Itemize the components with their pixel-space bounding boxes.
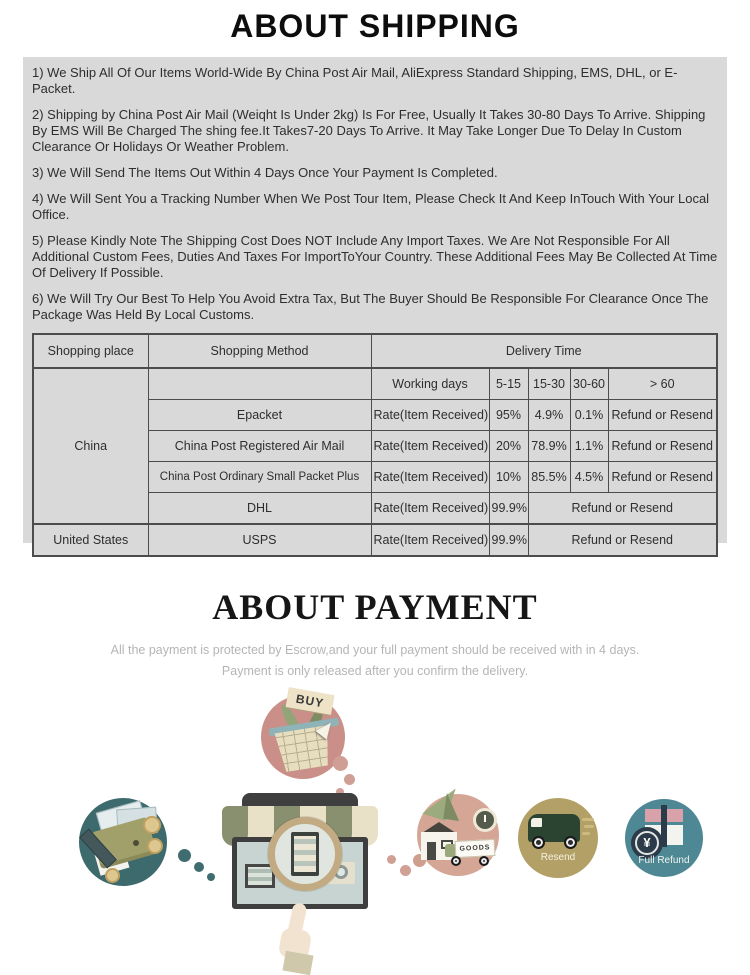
shipping-paragraph-1: 1) We Ship All Of Our Items World-Wide By China Post Air Mail, AliExpress Standard Shipping, EMS, DHL, or E-Packet. [32,65,678,96]
van-wheel [532,836,545,849]
cell-place-china: China [33,368,148,524]
cell-rate-3: 1.1% [570,431,608,462]
cell-result: Refund or Resend [608,400,717,431]
cell-rate-3: 0.1% [570,400,608,431]
cell-rate-label: Rate(Item Received) [371,431,489,462]
cell-rate-2: 78.9% [528,431,570,462]
truck-wheel [451,856,461,866]
col-header-shopping-method: Shopping Method [148,334,371,368]
full-refund-icon [625,799,703,877]
coin [147,838,163,854]
cell-rate-1: 99.9% [489,524,528,556]
paper-plane-icon [443,793,462,821]
cell-rate-1: 10% [489,462,528,493]
cell-rate-label: Rate(Item Received) [371,400,489,431]
shipping-paragraph-2: 2) Shipping by China Post Air Mail (Weiqht Is Under 2kg) Is For Free, Usually It Takes 30-80 Days To Arrive. Shipping By EMS Will Be Charged The shing fee.It Takes7-20 Days To Arrive. It May Take Longer Due To Delay In Custom Clearance Or Holidays Or Weather Problem. [32,107,706,154]
table-header-row [33,334,717,368]
cell-method: Epacket [148,400,371,431]
buy-basket-icon [261,691,345,779]
magnifier-icon [268,817,342,891]
giftbox-top [667,809,683,822]
speed-line [582,832,590,835]
shipping-methods-table [32,333,718,557]
cell-rate-2: 4.9% [528,400,570,431]
cell-rate-1: 99.9% [489,493,528,525]
thought-dot [207,873,215,881]
payment-subtitle-line2: Payment is only released after you confirm the delivery. [221,664,529,678]
resend-van-icon [518,798,598,878]
cell-range-2: 15-30 [528,368,570,400]
cell-method: DHL [148,493,371,525]
col-header-shopping-place: Shopping place [33,334,148,368]
cell-empty [148,368,371,400]
goods-truck-label: GOODS [455,839,496,858]
payment-section-title: ABOUT PAYMENT [212,587,538,627]
cell-rate-label: Rate(Item Received) [371,493,489,525]
col-header-delivery-time: Delivery Time [371,334,717,368]
thought-dot [400,865,411,876]
thought-dot [344,774,355,785]
shipping-info-panel [23,57,727,547]
payment-process-illustration [0,685,750,915]
payment-subtitle-line1: All the payment is protected by Escrow,and your full payment should be received with in 4 days. [110,643,640,657]
wallet-money-icon [79,798,167,886]
hand-sleeve [282,951,313,975]
cell-rate-1: 20% [489,431,528,462]
full-refund-label: Full Refund [638,855,690,866]
cell-rate-label: Rate(Item Received) [371,524,489,556]
shipping-paragraph-4: 4) We Will Sent You a Tracking Number When We Post Tour Item, Please Check It And Keep InTouch With Your Local Office. [32,191,710,222]
shipping-paragraph-3: 3) We Will Send The Items Out Within 4 Days Once Your Payment Is Completed. [32,165,498,180]
shipping-paragraph-5: 5) Please Kindly Note The Shipping Cost Does NOT Include Any Import Taxes. We Are Not Responsible For All Additional Custom Fees, Duties And Taxes For ImportToYour Country. These Additional Fees May Be Collected At Time Of Delivery If Possible. [32,233,718,280]
cell-result: Refund or Resend [608,431,717,462]
pointing-hand-icon [278,903,318,973]
table-subheader-row [33,368,717,400]
storefront-icon [222,793,378,915]
cell-rate-1: 95% [489,400,528,431]
thought-dot [194,862,204,872]
cell-rate-3: 4.5% [570,462,608,493]
yen-symbol: ¥ [635,831,659,855]
house-door [427,842,436,860]
wallet-button [133,840,139,846]
coin [105,868,120,883]
buy-tag-label: BUY [286,687,335,715]
van-windshield [531,818,542,827]
shipping-section-title: ABOUT SHIPPING [230,8,520,44]
resend-label: Resend [540,852,576,863]
table-row-usps [33,524,717,556]
cell-place-united-states: United States [33,524,148,556]
cell-rate-label: Rate(Item Received) [371,462,489,493]
magnified-product [291,832,319,876]
thought-dot [387,855,396,864]
truck-wheel [479,856,489,866]
giftbox-bottom [667,825,683,845]
clock-icon [473,808,497,832]
cell-method: China Post Registered Air Mail [148,431,371,462]
payment-subtitle [0,640,750,682]
cell-result: Refund or Resend [528,524,717,556]
speed-line [582,818,594,821]
cell-range-3: 30-60 [570,368,608,400]
coin [143,816,161,834]
cell-rate-2: 85.5% [528,462,570,493]
cell-result: Refund or Resend [608,462,717,493]
van-wheel [564,836,577,849]
cell-method: China Post Ordinary Small Packet Plus [148,462,371,493]
shipping-paragraph-6: 6) We Will Try Our Best To Help You Avoid Extra Tax, But The Buyer Should Be Responsible For Clearance Once The Package Was Held By Local Customs. [32,291,709,322]
cell-range-4: > 60 [608,368,717,400]
giftbox-top [645,809,661,822]
cell-working-days: Working days [371,368,489,400]
cell-method: USPS [148,524,371,556]
thought-dot [178,849,191,862]
cell-range-1: 5-15 [489,368,528,400]
delivery-goods-icon [417,794,499,876]
cell-result: Refund or Resend [528,493,717,525]
thought-dot [333,756,348,771]
speed-line [584,825,594,828]
